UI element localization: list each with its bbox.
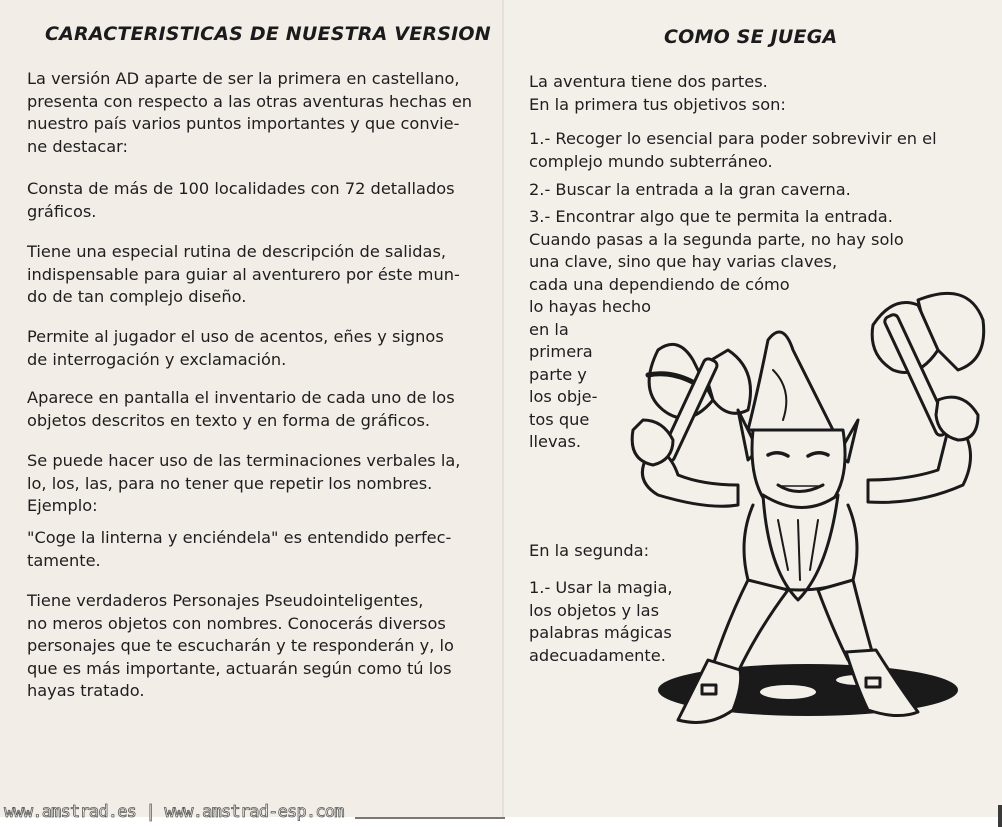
text-line: palabras mágicas <box>529 623 672 642</box>
text-line: La versión AD aparte de ser la primera en castellano, <box>27 69 460 88</box>
text-line: En la primera tus objetivos son: <box>529 94 786 114</box>
objective-2: 2.- Buscar la entrada a la gran caverna. <box>529 180 851 199</box>
text-line: una clave, sino que hay varias claves, <box>529 252 838 271</box>
left-leg <box>713 580 788 672</box>
text-line: tos que <box>529 409 590 429</box>
intro-paragraph <box>27 68 485 158</box>
second-part-title: En la segunda: <box>529 541 650 560</box>
shadow-highlight <box>760 685 816 699</box>
text-line: parte y <box>529 364 587 384</box>
text-line: gráficos. <box>27 201 97 221</box>
feature-inventory <box>27 387 455 432</box>
text-line: no meros objetos con nombres. Conocerás diversos <box>27 613 446 633</box>
text-line: "Coge la linterna y enciéndela" es entendido perfec- <box>27 528 452 547</box>
text-line: indispensable para guiar al aventurero por éste mun- <box>27 264 460 284</box>
text-line: do de tan complejo diseño. <box>27 287 247 306</box>
objective-1 <box>529 128 937 173</box>
text-line: Tiene una especial rutina de descripción de salidas, <box>27 242 447 261</box>
feature-exits <box>27 241 460 309</box>
text-line: que es más importante, actuarán según como tú los <box>27 658 452 678</box>
text-line: presenta con respecto a las otras aventuras hechas en <box>27 91 473 111</box>
text-line: de interrogación y exclamación. <box>27 349 287 369</box>
text-line: Cuando pasas a la segunda parte, no hay solo <box>529 229 904 249</box>
right-arm <box>868 430 971 502</box>
text-line: primera <box>529 342 593 361</box>
text-line: hayas tratado. <box>27 681 145 700</box>
gnome-illustration <box>618 280 988 750</box>
pointy-hat <box>748 332 833 430</box>
watermark-text: www.amstrad.es | www.amstrad-esp.com <box>4 802 344 822</box>
text-line: 1.- Usar la magia, <box>529 578 673 597</box>
text-line: Aparece en pantalla el inventario de cada uno de los <box>27 388 455 407</box>
text-line: Consta de más de 100 localidades con 72 detallados <box>27 179 455 198</box>
feature-characters <box>27 590 454 703</box>
feature-locations <box>27 178 455 223</box>
scan-edge <box>998 805 1002 827</box>
text-line: Tiene verdaderos Personajes Pseudointeligentes, <box>27 591 424 610</box>
text-line: ne destacar: <box>27 136 128 156</box>
text-line: 3.- Encontrar algo que te permita la entrada. <box>529 207 893 226</box>
text-line: lo hayas hecho <box>529 297 652 316</box>
text-line: adecuadamente. <box>529 645 666 665</box>
text-line: Se puede hacer uso de las terminaciones verbales la, <box>27 451 461 470</box>
text-line: en la <box>529 319 569 339</box>
left-page-title: CARACTERISTICAS DE NUESTRA VERSION <box>45 23 491 45</box>
text-line: complejo mundo subterráneo. <box>529 151 773 171</box>
text-line: los obje- <box>529 387 598 406</box>
right-leg <box>818 580 873 660</box>
feature-accents <box>27 326 444 371</box>
left-hand <box>632 420 673 465</box>
text-line: 1.- Recoger lo esencial para poder sobrevivir en el <box>529 129 937 148</box>
right-page-title: COMO SE JUEGA <box>664 26 838 48</box>
text-line: nuestro país varios puntos importantes y que convie- <box>27 114 460 133</box>
feature-example <box>27 527 451 572</box>
text-line: Ejemplo: <box>27 496 98 515</box>
text-line: objetos descritos en texto y en forma de gráficos. <box>27 410 431 430</box>
text-line: llevas. <box>529 432 582 451</box>
feature-verbal-endings <box>27 450 460 518</box>
text-line: La aventura tiene dos partes. <box>529 72 768 91</box>
text-line: personajes que te escucharán y te responderán y, lo <box>27 636 454 655</box>
text-line: los objetos y las <box>529 600 660 620</box>
text-line: cada una dependiendo de cómo <box>529 274 790 294</box>
text-line: Permite al jugador el uso de acentos, eñes y signos <box>27 327 444 346</box>
how-to-intro <box>529 71 786 116</box>
page-fold <box>502 0 504 817</box>
text-line: tamente. <box>27 550 101 570</box>
text-line: lo, los, las, para no tener que repetir los nombres. <box>27 473 433 493</box>
beard <box>763 495 838 600</box>
bottom-rule <box>355 817 505 819</box>
